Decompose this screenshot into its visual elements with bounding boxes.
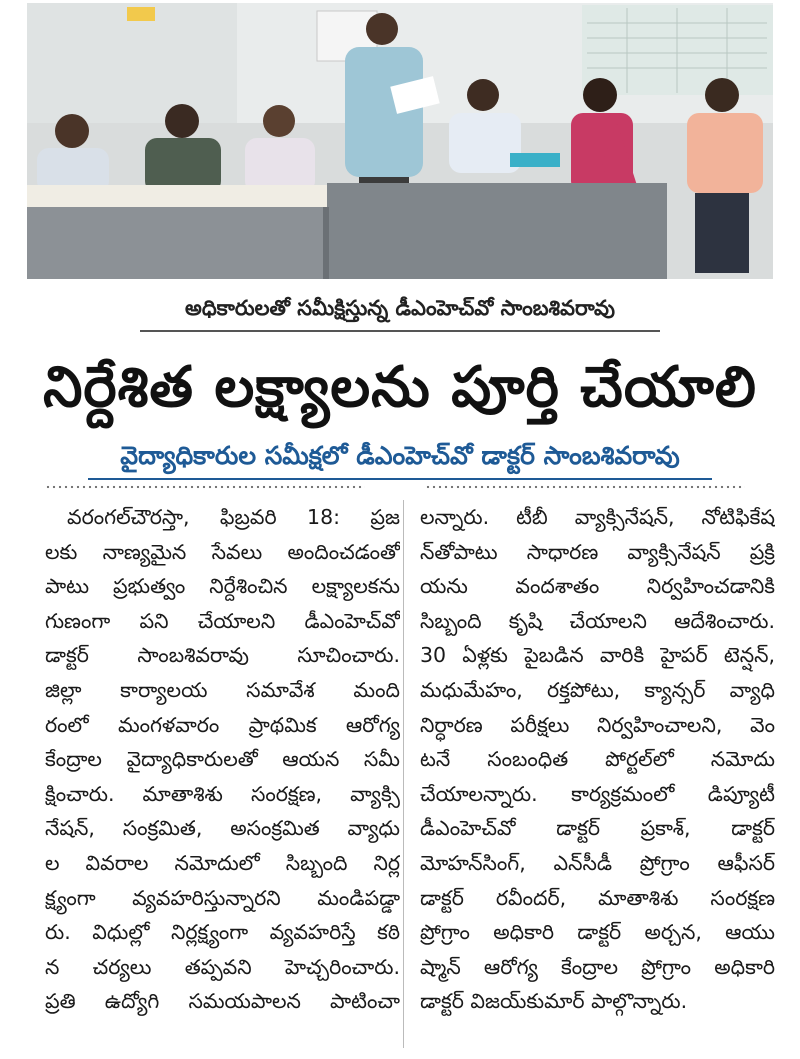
- article-line: పాటు ప్రభుత్వం నిర్దేశించిన లక్ష్యాలకను: [45, 574, 400, 599]
- article-line: డాక్టర్ విజయ్‌కుమార్ పాల్గొన్నారు.: [420, 989, 688, 1014]
- subheadline-underline: [88, 478, 712, 480]
- article-line: మధుమేహం, రక్తపోటు, క్యాన్సర్ వ్యాధి: [420, 677, 775, 702]
- article-line: ప్రతి ఉద్యోగి సమయపాలన పాటించా: [45, 989, 400, 1014]
- article-line: క్షించారు. మాతాశిశు సంరక్షణ, వ్యాక్సి: [45, 781, 400, 806]
- article-line: రంలో మంగళవారం ప్రాథమిక ఆరోగ్య: [45, 712, 400, 737]
- article-line: ల వివరాల నమోదులో సిబ్బంది నిర్ల: [45, 850, 400, 875]
- subheadline: వైద్యాధికారుల సమీక్షలో డీఎంహెచ్‌వో డాక్టర్ సాంబశివరావు: [120, 441, 680, 470]
- article-line: న చర్యలు తప్పవని హెచ్చరించారు.: [45, 954, 400, 979]
- article-line: కేంద్రాల వైద్యాధికారులతో ఆయన సమీ: [45, 747, 400, 772]
- dotted-separator-left: [45, 484, 365, 490]
- article-line: లకు నాణ్యమైన సేవలు అందించడంతో: [45, 539, 400, 564]
- article-column-left: [45, 500, 400, 1055]
- article-line: క్ష్యంగా వ్యవహరిస్తున్నారని మండిపడ్డా: [45, 885, 400, 910]
- article-line: డాక్టర్ రవీందర్, మాతాశిశు సంరక్షణ: [420, 885, 775, 910]
- article-line: మోహన్‌సింగ్, ఎన్‌సీడీ ప్రోగ్రాం ఆఫీసర్: [420, 850, 775, 875]
- article-line: న్‌తోపాటు సాధారణ వ్యాక్సినేషన్ ప్రక్రి: [420, 539, 775, 564]
- dotted-separator-right: [425, 484, 745, 490]
- article-line: నేషన్, సంక్రమిత, అసంక్రమిత వ్యాధు: [45, 816, 400, 841]
- article-line: జిల్లా కార్యాలయ సమావేశ మంది: [45, 677, 400, 702]
- headline: నిర్దేశిత లక్ష్యాలను పూర్తి చేయాలి: [43, 355, 757, 420]
- article-line: గుణంగా పని చేయాలని డీఎంహెచ్‌వో: [45, 608, 400, 633]
- article-line: టనే సంబంధిత పోర్టల్‌లో నమోదు: [420, 747, 775, 772]
- article-line: డాక్టర్ సాంబశివరావు సూచించారు.: [45, 643, 400, 668]
- article-line: ష్మాన్ ఆరోగ్య కేంద్రాల ప్రోగ్రాం అధికారి: [420, 954, 775, 979]
- article-line: సిబ్బంది కృషి చేయాలని ఆదేశించారు.: [420, 608, 775, 633]
- photo-caption: అధికారులతో సమీక్షిస్తున్న డీఎంహెచ్‌వో సాంబశివరావు: [185, 296, 615, 320]
- caption-underline: [140, 330, 660, 332]
- article-line: చేయాలన్నారు. కార్యక్రమంలో డిప్యూటీ: [420, 781, 775, 806]
- column-divider: [403, 500, 404, 1048]
- article-line: ప్రోగ్రాం అధికారి డాక్టర్ అర్చన, ఆయు: [420, 920, 775, 945]
- article-line: రు. విధుల్లో నిర్లక్ష్యంగా వ్యవహరిస్తే కఠి: [45, 920, 400, 945]
- article-line: యను వందశాతం నిర్వహించడానికి: [420, 574, 775, 599]
- article-line: వరంగల్‌చౌరస్తా, ఫిబ్రవరి 18: ప్రజ: [67, 505, 400, 529]
- article-column-right: [420, 500, 775, 1055]
- article-line: లన్నారు. టీబీ వ్యాక్సినేషన్, నోటిఫికేష: [420, 505, 775, 529]
- article-line: డీఎంహెచ్‌వో డాక్టర్ ప్రకాశ్, డాక్టర్: [420, 816, 775, 841]
- article-line: నిర్ధారణ పరీక్షలు నిర్వహించాలని, వెం: [420, 712, 775, 737]
- article-line: 30 ఏళ్లకు పైబడిన వారికి హైపర్ టెన్షన్,: [420, 643, 775, 668]
- group-meeting-photo-icon: [27, 3, 773, 279]
- news-photo: [27, 3, 773, 279]
